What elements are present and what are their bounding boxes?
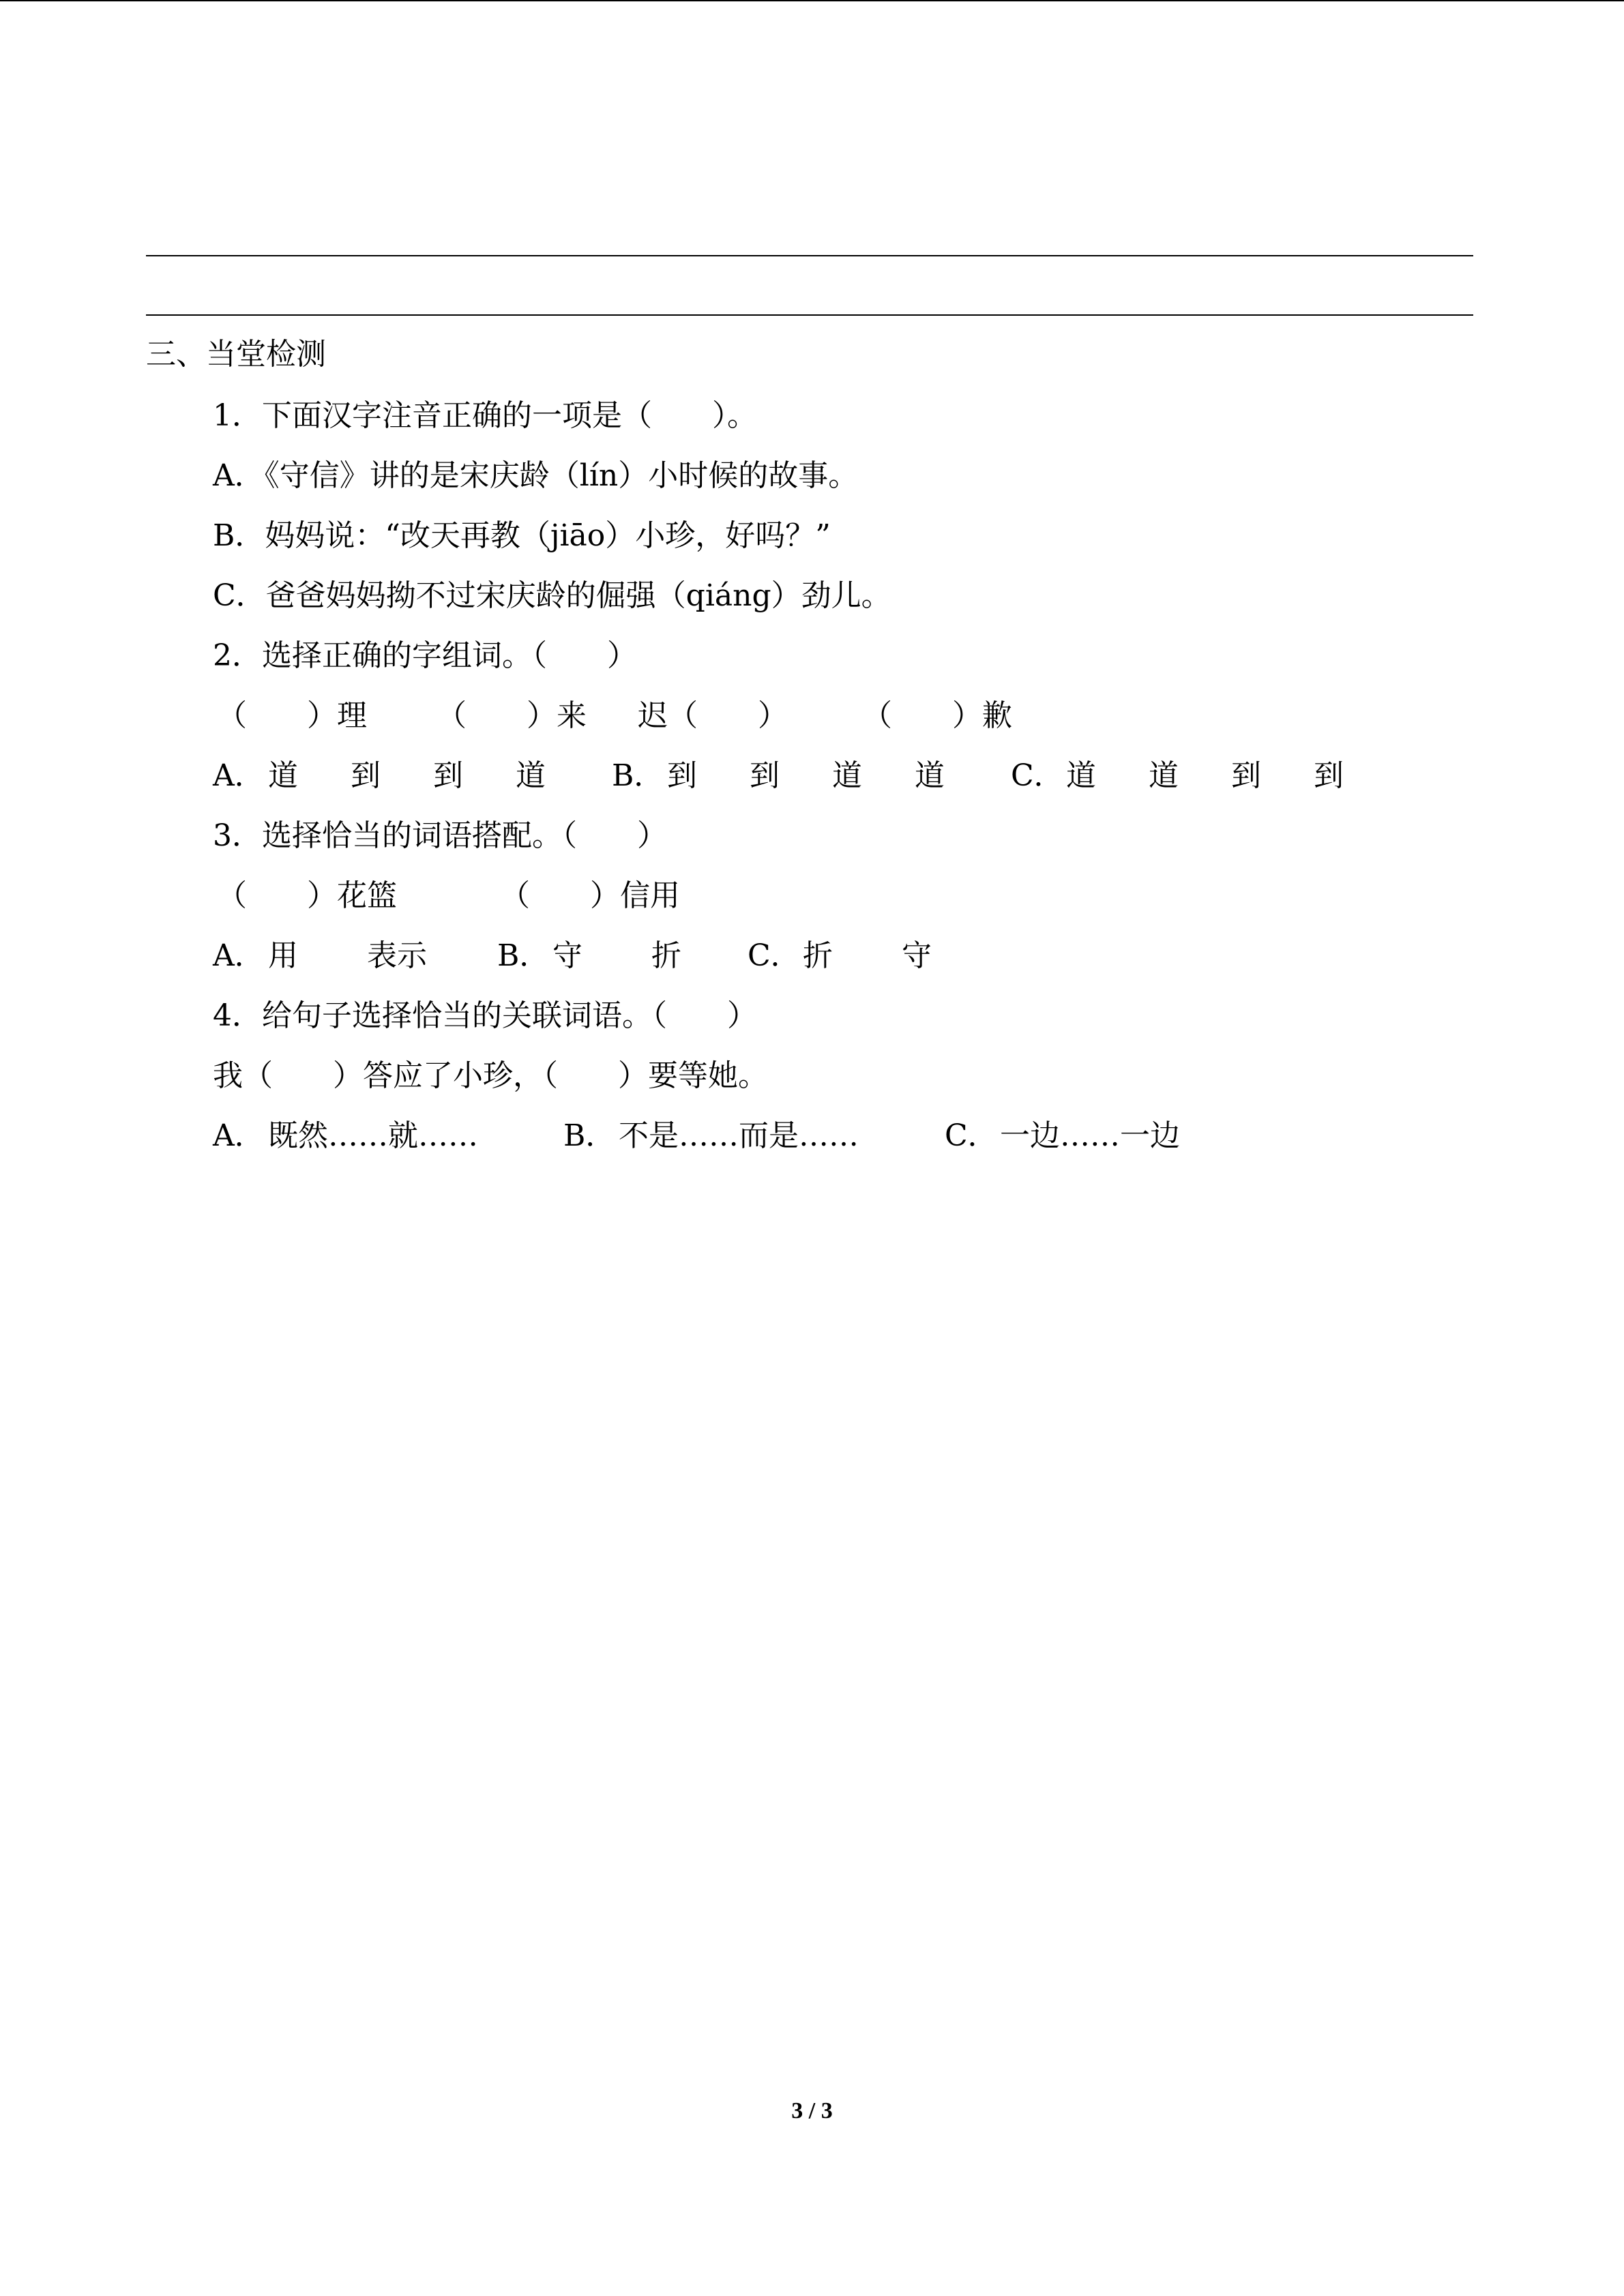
question-3-stem: 3．选择恰当的词语搭配。（ ）	[213, 818, 667, 853]
question-1-option-b: B．妈妈说：“改天再教（jiāo）小珍，好吗？”	[213, 518, 831, 553]
question-1-stem: 1．下面汉字注音正确的一项是（ ）。	[213, 398, 757, 433]
option-word: 道	[268, 758, 298, 793]
option-label: B．	[497, 938, 550, 973]
option-word: 折	[803, 938, 833, 973]
option-word: 到	[1314, 758, 1344, 793]
blank-word: （ ）理	[217, 698, 367, 733]
option-text: 一边……一边	[1000, 1118, 1180, 1153]
option-word: 道	[915, 758, 945, 793]
question-2-stem: 2．选择正确的字组词。（ ）	[213, 638, 637, 673]
page-top-border	[0, 0, 1624, 1]
option-label: C．	[1011, 758, 1064, 793]
option-word: 道	[516, 758, 546, 793]
option-label: C．	[748, 938, 801, 973]
option-label: B．	[563, 1118, 616, 1153]
option-word: 守	[902, 938, 932, 973]
blank-word: 迟（ ）	[638, 698, 788, 733]
option-label: A．	[213, 938, 265, 973]
option-text: 不是……而是……	[619, 1118, 859, 1153]
answer-line	[146, 255, 1473, 256]
option-label: C．	[945, 1118, 998, 1153]
blank-word: （ ）歉	[862, 698, 1012, 733]
section-title: 三、当堂检测	[146, 337, 326, 372]
option-label: A．	[213, 1118, 265, 1153]
option-word: 到	[667, 758, 697, 793]
option-word: 道	[1066, 758, 1096, 793]
question-4-sentence: 我（ ）答应了小珍，（ ）要等她。	[213, 1058, 768, 1093]
option-label: B．	[612, 758, 664, 793]
option-text: 既然……就……	[268, 1118, 478, 1153]
option-word: 用	[268, 938, 298, 973]
option-word: 守	[552, 938, 582, 973]
option-word: 到	[750, 758, 780, 793]
option-word: 道	[1149, 758, 1179, 793]
blank-word: （ ）来	[437, 698, 587, 733]
option-word: 折	[651, 938, 681, 973]
option-word: 到	[433, 758, 463, 793]
answer-line	[146, 314, 1473, 316]
question-4-stem: 4．给句子选择恰当的关联词语。（ ）	[213, 998, 757, 1033]
question-1-option-a: A．《守信》讲的是宋庆龄（lín）小时候的故事。	[213, 458, 859, 493]
blank-word: （ ）信用	[500, 878, 680, 913]
page-number: 3 / 3	[791, 2098, 833, 2123]
option-word: 到	[351, 758, 381, 793]
blank-word: （ ）花篮	[217, 878, 397, 913]
question-1-option-c: C．爸爸妈妈拗不过宋庆龄的倔强（qiáng）劲儿。	[213, 578, 891, 613]
option-word: 道	[832, 758, 862, 793]
option-word: 表示	[367, 938, 427, 973]
option-word: 到	[1231, 758, 1261, 793]
option-label: A．	[213, 758, 265, 793]
